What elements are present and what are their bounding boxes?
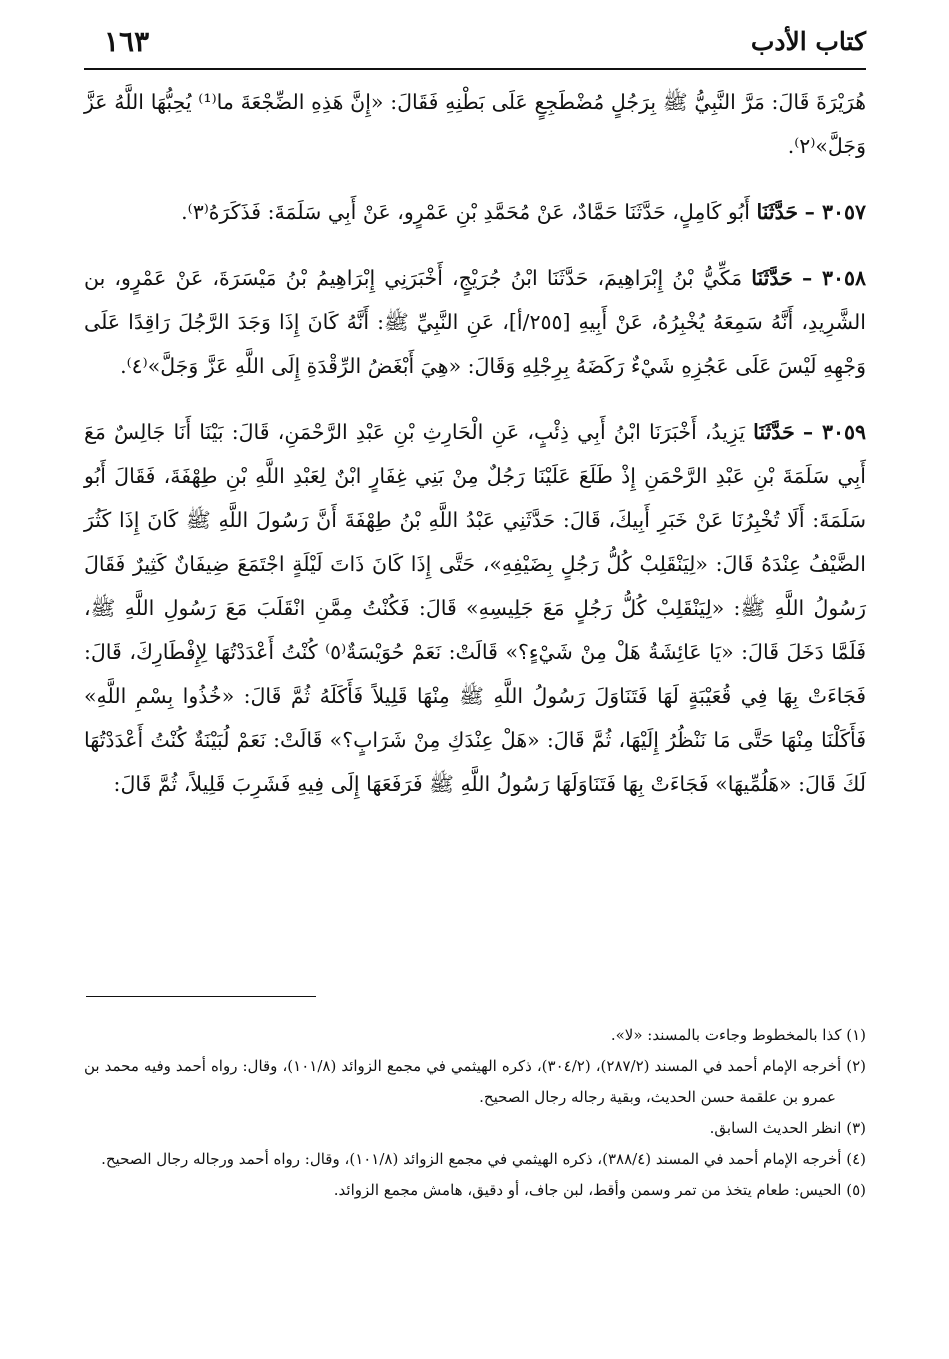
- narration-word: حَدَّثَنَا: [756, 200, 799, 224]
- page-number: ١٦٣: [104, 24, 150, 58]
- footnote-separator: [86, 996, 316, 997]
- footnote-2: (٢) أخرجه الإمام أحمد في المسند (٢٨٧/٢)، (٣٠٤/٢)، ذكره الهيثمي في مجمع الزوائد (١٠١/٨)، وقال: رواه أحمد وفيه محمد بن عمرو بن علقمة حسن الحديث، وبقية رجاله رجال الصحيح.: [84, 1057, 866, 1106]
- narration-word: حَدَّثَنَا: [751, 266, 793, 290]
- footnote-4: (٤) أخرجه الإمام أحمد في المسند (٣٨٨/٤)، ذكره الهيثمي في مجمع الزوائد (١٠١/٨)، وقال: رواه أحمد ورجاله رجال الصحيح.: [101, 1150, 866, 1168]
- body-text: [84, 80, 866, 806]
- hadith-number: ٣٠٥٩ –: [802, 420, 866, 444]
- hadith-text: يَزِيدُ، أَخْبَرَنَا ابْنُ أَبِي ذِئْبٍ، عَنِ الْحَارِثِ بْنِ عَبْدِ الرَّحْمَنِ، قَالَ: بَيْنَا أَنَا جَالِسٌ مَعَ أَبِي سَلَمَةَ بْنِ عَبْدِ الرَّحْمَنِ إِذْ طَلَعَ عَلَيْنَا رَجُلٌ مِنْ بَنِي غِفَارٍ ابْنٌ لِعَبْدِ اللَّهِ بْنِ طِهْفَةَ، فَقَالَ أَبُو سَلَمَةَ: أَلَا تُخْبِرُنَا عَنْ خَبَرِ أَبِيكَ، قَالَ: حَدَّثَنِي عَبْدُ اللَّهِ بْنُ طِهْفَةَ أَنَّ رَسُولَ اللَّهِ ﷺ كَانَ إِذَا كَثُرَ الضَّيْفُ عِنْدَهُ قَالَ: «لِيَنْقَلِبْ كُلُّ رَجُلٍ بِضَيْفِهِ»، حَتَّى إِذَا كَانَ ذَاتَ لَيْلَةٍ اجْتَمَعَ ضِيفَانٌ كَثِيرٌ فَقَالَ رَسُولُ اللَّهِ ﷺ: «لِيَنْقَلِبْ كُلُّ رَجُلٍ مَعَ جَلِيسِهِ» قَالَ: فَكُنْتُ مِمَّنِ انْقَلَبَ مَعَ رَسُولِ اللَّهِ ﷺ، فَلَمَّا دَخَلَ قَالَ: «يَا عَائِشَةُ هَلْ مِنْ شَيْءٍ؟» قَالَتْ: نَعَمْ حُوَيْسَةٌ⁽٥⁾ كُنْتُ أَعْدَدْتُهَا لِإِفْطَارِكَ، قَالَ: فَجَاءَتْ بِهَا فِي قُعَيْبَةٍ لَهَا فَتَنَاوَلَ رَسُولُ اللَّهِ ﷺ مِنْهَا قَلِيلاً فَأَكَلَهُ ثُمَّ قَالَ: «خُذُوا بِسْمِ اللَّهِ» فَأَكَلْنَا مِنْهَا حَتَّى مَا نَنْظُرُ إِلَيْهَا، ثُمَّ قَالَ: «هَلْ عِنْدَكِ مِنْ شَرَابٍ؟» قَالَتْ: نَعَمْ لُبَيْنَةٌ كُنْتُ أَعْدَدْتُهَا لَكَ قَالَ: «هَلُمِّيهَا» فَجَاءَتْ بِهَا فَتَنَاوَلَهَا رَسُولُ اللَّهِ ﷺ فَرَفَعَهَا إِلَى فِيهِ فَشَرِبَ قَلِيلاً، ثُمَّ قَالَ:: [84, 420, 866, 796]
- hadith-number: ٣٠٥٧ –: [804, 200, 866, 224]
- hadith-text: مَكِّيُّ بْنُ إِبْرَاهِيمَ، حَدَّثَنَا ابْنُ جُرَيْجٍ، أَخْبَرَنِي إِبْرَاهِيمُ بْنُ مَيْسَرَةَ، عَنْ عَمْرٍو، بن الشَّرِيدِ، أَنَّهُ سَمِعَهُ يُخْبِرُهُ، عَنْ أَبِيهِ [٢٥٥/أ]، عَنِ النَّبِيِّ ﷺ: أَنَّهُ كَانَ إِذَا وَجَدَ الرَّجُلَ رَاقِدًا عَلَى وَجْهِهِ لَيْسَ عَلَى عَجُزِهِ شَيْءٌ رَكَضَهُ بِرِجْلِهِ وَقَالَ: «هِيَ أَبْغَضُ الرِّقْدَةِ إِلَى اللَّهِ عَزَّ وَجَلَّ»⁽٤⁾.: [84, 266, 866, 378]
- page: [84, 20, 866, 1340]
- hadith-text: أَبُو كَامِلٍ، حَدَّثَنَا حَمَّادٌ، عَنْ مُحَمَّدِ بْنِ عَمْرٍو، عَنْ أَبِي سَلَمَةَ: فَذَكَرَهُ⁽٣⁾.: [181, 200, 750, 224]
- page-header: [84, 20, 866, 62]
- paragraph-continuation: [84, 80, 866, 168]
- header-rule: [84, 68, 866, 70]
- hadith-3059: [84, 410, 866, 806]
- footnote-3: (٣) انظر الحديث السابق.: [709, 1119, 866, 1137]
- hadith-3058: [84, 256, 866, 388]
- hadith-number: ٣٠٥٨ –: [801, 266, 866, 290]
- hadith-3057: [84, 190, 866, 234]
- book-chapter-title: كتاب الأدب: [750, 26, 866, 56]
- footnotes: [84, 1020, 866, 1206]
- narration-word: حَدَّثَنَا: [753, 420, 795, 444]
- paragraph-text: هُرَيْرَةَ قَالَ: مَرَّ النَّبِيُّ ﷺ بِرَجُلٍ مُضْطَجِعٍ عَلَى بَطْنِهِ فَقَالَ: «إِنَّ هَذِهِ الضِّجْعَةَ ما⁽¹⁾ يُحِبُّهَا اللَّهُ عَزَّ وَجَلَّ»⁽٢⁾.: [84, 90, 867, 158]
- footnote-5: (٥) الحيس: طعام يتخذ من تمر وسمن وأقط، لبن جاف، أو دقيق، هامش مجمع الزوائد.: [333, 1181, 866, 1199]
- footnote-1: (١) كذا بالمخطوط وجاءت بالمسند: «لا».: [610, 1026, 866, 1044]
